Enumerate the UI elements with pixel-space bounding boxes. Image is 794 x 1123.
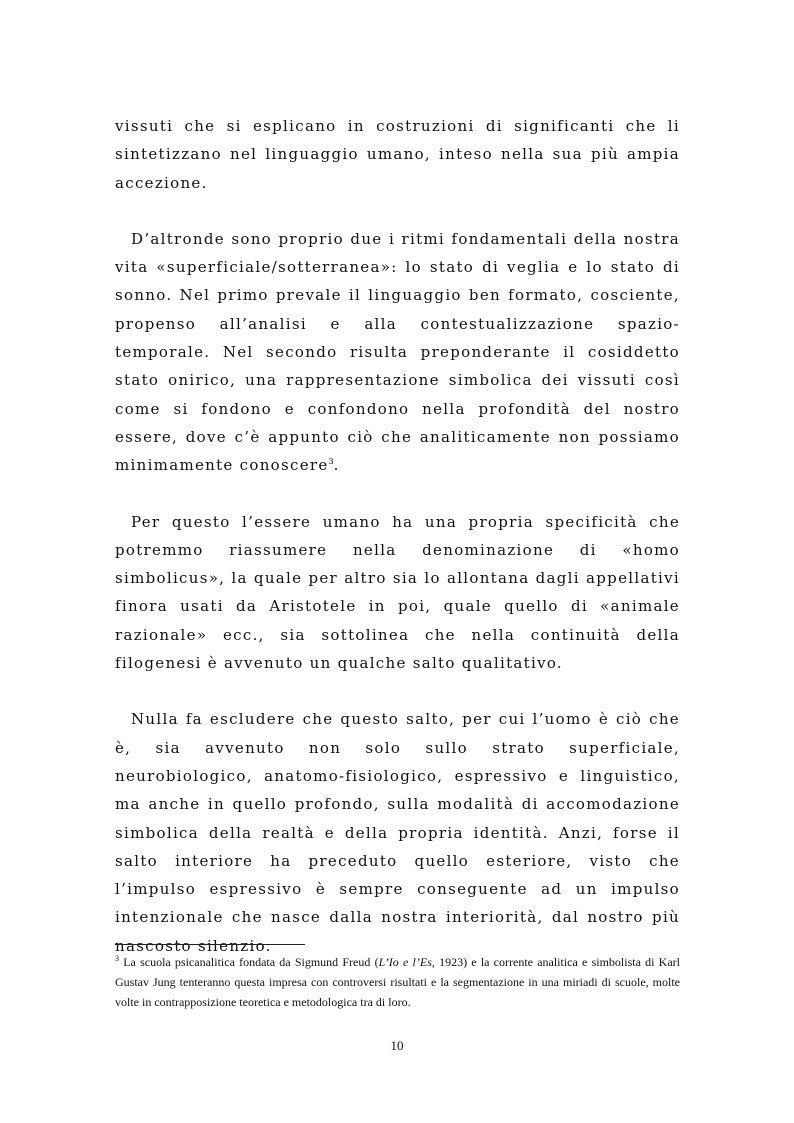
footnote-text-after: , 1923) e la corrente analitica e simbolista di Karl Gustav Jung tenteranno questa impresa con controversi risultati e la segmentazione in una miriadi di scuole, molte volte in contrapposizione teoretica e metodologica tra di loro. bbox=[115, 955, 680, 1009]
footnote-number: 3 bbox=[115, 954, 119, 963]
paragraph-2-end: . bbox=[333, 456, 340, 475]
paragraph-1: vissuti che si esplicano in costruzioni di significanti che li sintetizzano nel linguaggio umano, inteso nella sua più ampia accezione. bbox=[115, 117, 680, 192]
footnote bbox=[115, 952, 680, 1012]
footnote-reference: 3 bbox=[328, 457, 334, 467]
paragraph-4: Nulla fa escludere che questo salto, per cui l’uomo è ciò che è, sia avvenuto non solo sullo strato superficiale, neurobiologico, anatomo-fisiologico, espressivo e linguistico, ma anche in quello profondo, sulla modalità di accomodazione simbolica della realtà e della propria identità. Anzi, forse il salto interiore ha preceduto quello esteriore, visto che l’impulso espressivo è sempre conseguente ad un impulso intenzionale che nasce dalla nostra interiorità, dal nostro più nascosto silenzio. bbox=[115, 710, 680, 955]
footnote-title: L’Io e l’Es bbox=[378, 955, 432, 969]
footnote-separator bbox=[115, 944, 305, 945]
body-text bbox=[115, 112, 680, 960]
page-number: 10 bbox=[390, 1038, 404, 1053]
paragraph-3: Per questo l’essere umano ha una propria specificità che potremmo riassumere nella denominazione di «homo simbolicus», la quale per altro sia lo allontana dagli appellativi finora usati da Aristotele in poi, quale quello di «animale razionale» ecc., sia sottolinea che nella continuità della filogenesi è avvenuto un qualche salto qualitativo. bbox=[115, 512, 680, 673]
paragraph-2-text: D’altronde sono proprio due i ritmi fondamentali della nostra vita «superficiale/sotterranea»: lo stato di veglia e lo stato di sonno. Nel primo prevale il linguaggio ben formato, cosciente, propenso all’analisi e alla contestualizzazione spazio-temporale. Nel secondo risulta preponderante il cosiddetto stato onirico, una rappresentazione simbolica dei vissuti così come si fondono e confondono nella profondità del nostro essere, dove c’è appunto ciò che analiticamente non possiamo minimamente conoscere bbox=[115, 229, 680, 475]
paragraph-2 bbox=[115, 225, 680, 480]
footnote-text-before: La scuola psicanalitica fondata da Sigmund Freud ( bbox=[119, 955, 379, 969]
